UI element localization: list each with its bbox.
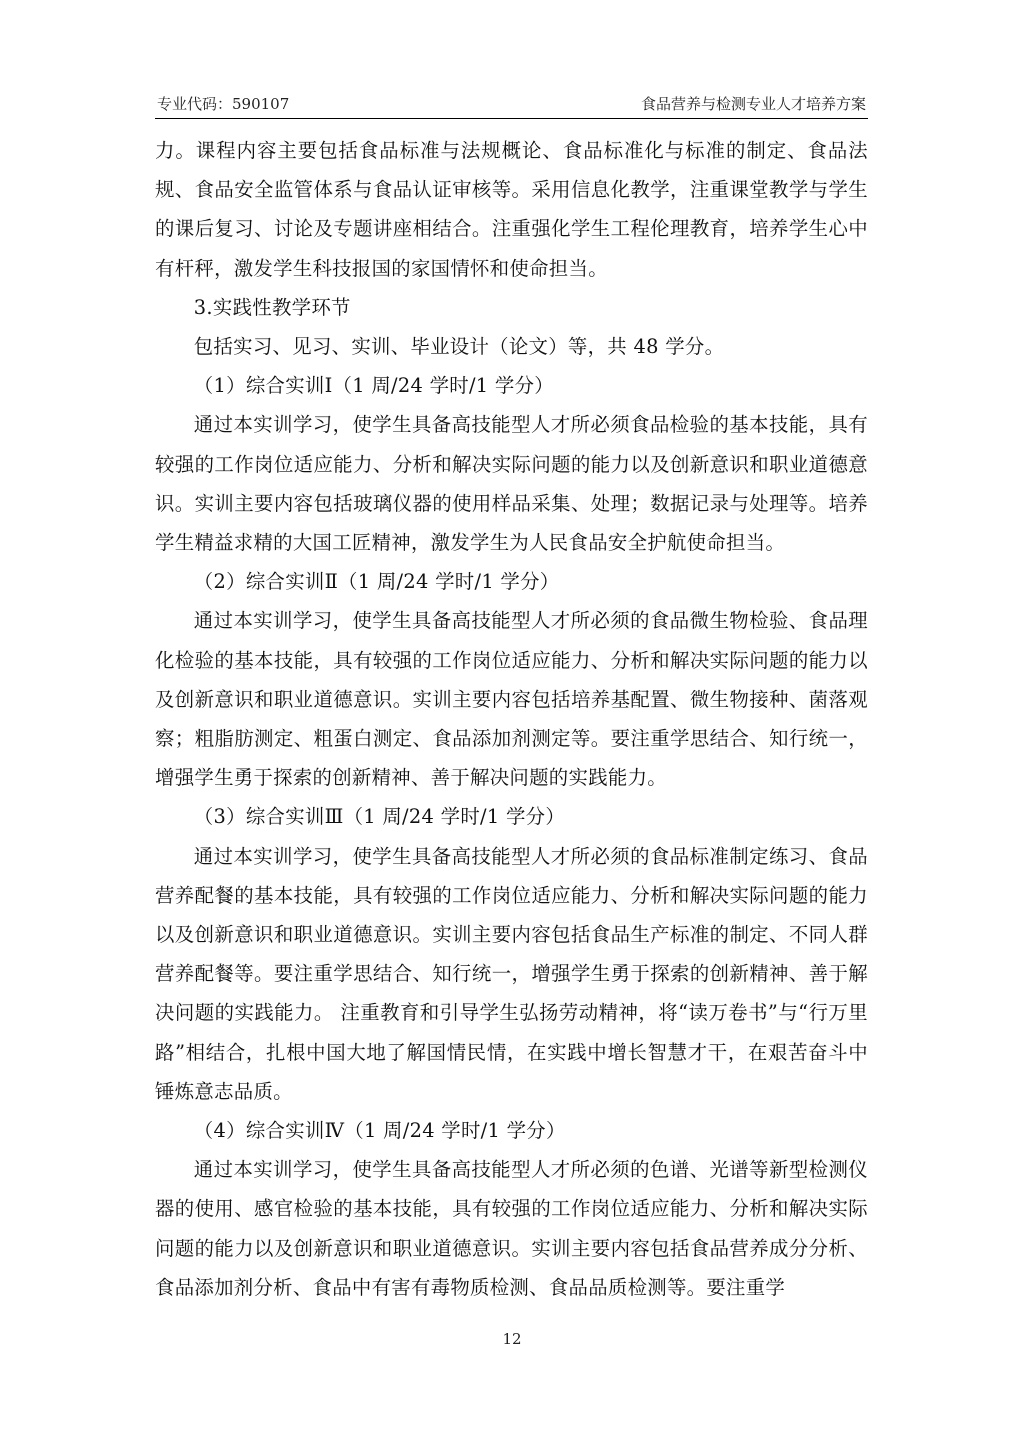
section-heading-practical-teaching: 3.实践性教学环节	[193, 295, 351, 319]
page-number: 12	[502, 1330, 522, 1348]
document-title: 食品营养与检测专业人才培养方案	[640, 95, 866, 113]
paragraph-continuation: 力。课程内容主要包括食品标准与法规概论、食品标准化与标准的制定、食品法规、食品安全监管体系与食品认证审核等。采用信息化教学，注重课堂教学与学生的课后复习、讨论及专题讲座相结合。注重强化学生工程伦理教育，培养学生心中有杆秤，激发学生科技报国的家国情怀和使命担当。	[155, 139, 868, 280]
paragraph-practical-overview: 包括实习、见习、实训、毕业设计（论文）等，共 48 学分。	[193, 335, 725, 359]
subheading-training-2: （2）综合实训Ⅱ（1 周/24 学时/1 学分）	[193, 570, 560, 594]
subheading-training-3: （3）综合实训Ⅲ（1 周/24 学时/1 学分）	[193, 805, 566, 829]
program-code: 专业代码：590107	[157, 95, 290, 113]
paragraph-training-2: 通过本实训学习，使学生具备高技能型人才所必须的食品微生物检验、食品理化检验的基本技能，具有较强的工作岗位适应能力、分析和解决实际问题的能力以及创新意识和职业道德意识。实训主要内容包括培养基配置、微生物接种、菌落观察；粗脂肪测定、粗蛋白测定、食品添加剂测定等。要注重学思结合、知行统一，增强学生勇于探索的创新精神、善于解决问题的实践能力。	[155, 609, 868, 790]
paragraph-training-3: 通过本实训学习，使学生具备高技能型人才所必须的食品标准制定练习、食品营养配餐的基本技能，具有较强的工作岗位适应能力、分析和解决实际问题的能力以及创新意识和职业道德意识。实训主要内容包括食品生产标准的制定、不同人群营养配餐等。要注重学思结合、知行统一，增强学生勇于探索的创新精神、善于解决问题的实践能力。 注重教育和引导学生弘扬劳动精神，将“读万卷书”与“行万里路”相结合，扎根中国大地了解国情民情，在实践中增长智慧才干，在艰苦奋斗中锤炼意志品质。	[155, 844, 868, 1103]
subheading-training-1: （1）综合实训Ⅰ（1 周/24 学时/1 学分）	[193, 374, 554, 398]
page-header	[155, 90, 868, 119]
subheading-training-4: （4）综合实训Ⅳ（1 周/24 学时/1 学分）	[193, 1119, 566, 1143]
paragraph-training-1: 通过本实训学习，使学生具备高技能型人才所必须食品检验的基本技能，具有较强的工作岗位适应能力、分析和解决实际问题的能力以及创新意识和职业道德意识。实训主要内容包括玻璃仪器的使用样品采集、处理；数据记录与处理等。培养学生精益求精的大国工匠精神，激发学生为人民食品安全护航使命担当。	[155, 413, 868, 555]
paragraph-training-4: 通过本实训学习，使学生具备高技能型人才所必须的色谱、光谱等新型检测仪器的使用、感官检验的基本技能，具有较强的工作岗位适应能力、分析和解决实际问题的能力以及创新意识和职业道德意识。实训主要内容包括食品营养成分分析、食品添加剂分析、食品中有害有毒物质检测、食品品质检测等。要注重学	[155, 1158, 868, 1299]
page-body	[155, 131, 868, 1307]
